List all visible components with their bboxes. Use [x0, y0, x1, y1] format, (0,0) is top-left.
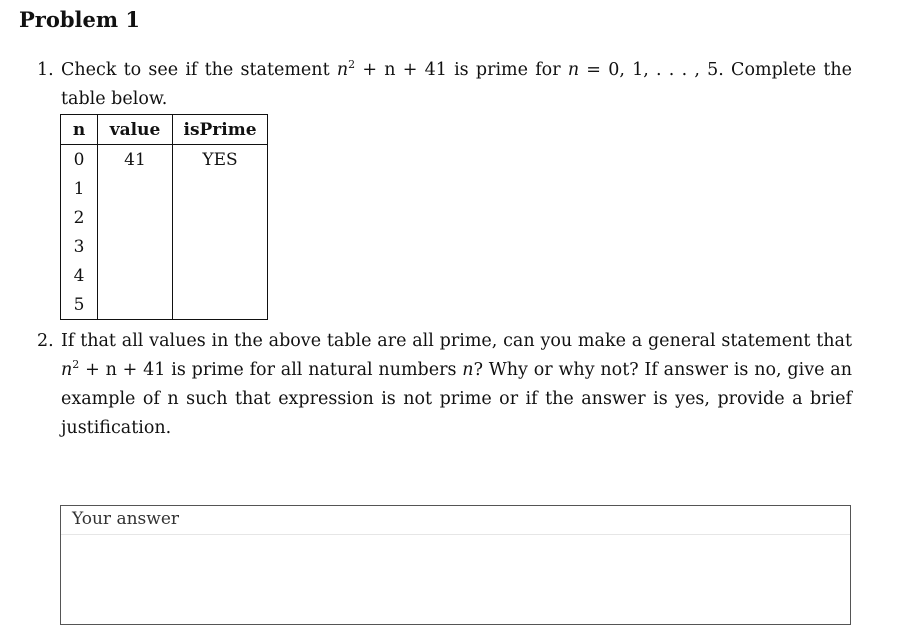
q2-expression	[61, 360, 165, 380]
q2-text-part2: is prime for all natural numbers	[165, 360, 463, 380]
cell-isprime	[173, 261, 268, 290]
q1-text-before: Check to see if the statement	[61, 60, 337, 80]
question-2	[37, 327, 852, 443]
cell-value: 41	[98, 145, 173, 175]
cell-value	[98, 203, 173, 232]
q1-range-var: n	[567, 60, 580, 80]
q1-text-mid: is prime for	[446, 60, 568, 80]
cell-n: 3	[61, 232, 98, 261]
cell-isprime	[173, 174, 268, 203]
cell-value	[98, 261, 173, 290]
table-row	[61, 261, 268, 290]
q1-range-values: = 0, 1, . . . , 5.	[579, 60, 724, 80]
q2-text-part3: ? Why or why not? If answer is no, give an example of n such that expression is not prime or if the answer is yes, provide a brief justification.	[61, 360, 852, 438]
table-header-row	[61, 115, 268, 145]
cell-value	[98, 174, 173, 203]
q1-text-after: Complete the table below.	[61, 60, 853, 109]
question-1-text	[37, 56, 852, 114]
q1-expr-n: n	[336, 60, 349, 80]
cell-isprime	[173, 290, 268, 320]
table-row	[61, 290, 268, 320]
q1-expr-exponent: 2	[348, 58, 356, 71]
cell-n: 2	[61, 203, 98, 232]
cell-n: 0	[61, 145, 98, 175]
cell-n: 1	[61, 174, 98, 203]
prime-table-container	[60, 114, 268, 320]
q2-expr-rest: + n + 41	[79, 360, 166, 380]
answer-label: Your answer	[72, 509, 180, 529]
cell-isprime	[173, 203, 268, 232]
header-isprime: isPrime	[173, 115, 268, 145]
cell-n: 5	[61, 290, 98, 320]
q2-text-part1: If that all values in the above table are all prime, can you make a general statement that	[61, 331, 852, 351]
q2-expr-exponent: 2	[72, 358, 80, 371]
question-1-number: 1.	[37, 60, 54, 80]
table-row	[61, 174, 268, 203]
cell-value	[98, 290, 173, 320]
q1-range	[568, 60, 724, 80]
question-1	[37, 56, 852, 114]
answer-divider	[61, 534, 850, 535]
table-row	[61, 232, 268, 261]
header-n: n	[61, 115, 98, 145]
cell-value	[98, 232, 173, 261]
cell-isprime	[173, 232, 268, 261]
q1-expr-rest: + n + 41	[355, 60, 447, 80]
question-2-number: 2.	[37, 331, 54, 351]
cell-n: 4	[61, 261, 98, 290]
q2-var-n: n	[462, 360, 474, 380]
q2-expr-n: n	[61, 360, 73, 380]
cell-isprime: YES	[173, 145, 268, 175]
table-row	[61, 145, 268, 175]
prime-table	[60, 114, 268, 320]
q1-expression	[337, 60, 447, 80]
problem-title: Problem 1	[19, 7, 141, 32]
table-row	[61, 203, 268, 232]
question-2-text	[37, 327, 852, 443]
header-value: value	[98, 115, 173, 145]
